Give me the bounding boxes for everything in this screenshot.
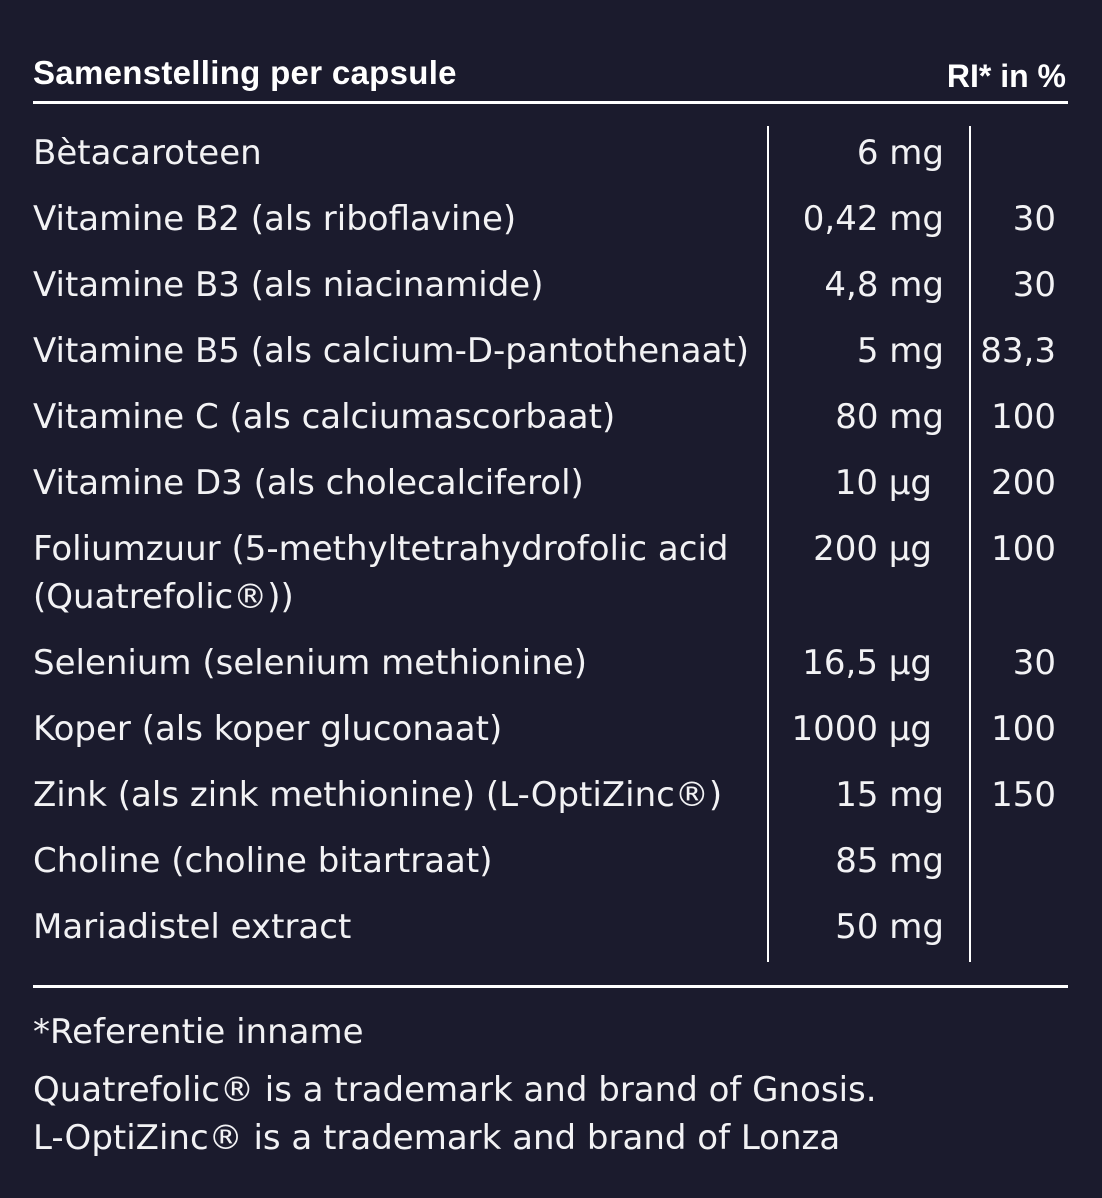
ingredient-name: Koper (als koper gluconaat) — [33, 709, 503, 749]
ingredient-amount: 200 µg — [813, 529, 932, 569]
ingredient-name: Vitamine B5 (als calcium-D-pantothenaat) — [33, 331, 750, 371]
ri-footnote: *Referentie inname — [33, 1012, 364, 1052]
ingredient-name: Choline (choline bitartraat) — [33, 841, 493, 881]
header-divider — [33, 101, 1068, 104]
table-title: Samenstelling per capsule — [33, 54, 457, 91]
ingredient-ri: 150 — [991, 775, 1056, 815]
footer-divider — [33, 985, 1068, 988]
ri-column-divider — [969, 126, 971, 962]
ingredient-name: Vitamine C (als calciumascorbaat) — [33, 397, 616, 437]
trademark-note-optizinc: L-OptiZinc® is a trademark and brand of Lonza — [33, 1118, 841, 1158]
ingredient-name: Vitamine B2 (als riboflavine) — [33, 199, 517, 239]
ri-column-header: RI* in % — [946, 58, 1066, 94]
ingredient-amount: 0,42 mg — [802, 199, 944, 239]
ingredient-amount: 16,5 µg — [802, 643, 932, 683]
ingredient-name: Selenium (selenium methionine) — [33, 643, 587, 683]
ingredient-amount: 6 mg — [856, 133, 944, 173]
ingredient-name: Mariadistel extract — [33, 907, 352, 947]
ingredient-amount: 50 mg — [835, 907, 944, 947]
ingredient-ri: 30 — [1012, 643, 1056, 683]
ingredient-amount: 4,8 mg — [824, 265, 944, 305]
ingredient-ri: 100 — [991, 397, 1056, 437]
ingredient-ri: 100 — [991, 709, 1056, 749]
ingredient-amount: 85 mg — [835, 841, 944, 881]
ingredient-name: Vitamine D3 (als cholecalciferol) — [33, 463, 584, 503]
ingredient-name: Vitamine B3 (als niacinamide) — [33, 265, 544, 305]
trademark-note-quatrefolic: Quatrefolic® is a trademark and brand of Gnosis. — [33, 1070, 877, 1110]
amount-column-divider — [767, 126, 769, 962]
ingredient-amount: 1000 µg — [791, 709, 932, 749]
ingredient-ri: 30 — [1012, 265, 1056, 305]
ingredient-amount: 5 mg — [856, 331, 944, 371]
ingredient-ri: 100 — [991, 529, 1056, 569]
ingredient-name: Bètacaroteen — [33, 133, 262, 173]
ingredient-ri: 30 — [1012, 199, 1056, 239]
ingredient-name: Foliumzuur (5-methyltetrahydrofolic acid — [33, 529, 729, 569]
ingredient-name-continued: (Quatrefolic®)) — [33, 577, 294, 617]
ingredient-amount: 80 mg — [835, 397, 944, 437]
ingredient-amount: 10 µg — [834, 463, 932, 503]
ingredient-ri: 200 — [991, 463, 1056, 503]
ingredient-amount: 15 mg — [835, 775, 944, 815]
ingredient-ri: 83,3 — [980, 331, 1056, 371]
ingredient-name: Zink (als zink methionine) (L-OptiZinc®) — [33, 775, 723, 815]
